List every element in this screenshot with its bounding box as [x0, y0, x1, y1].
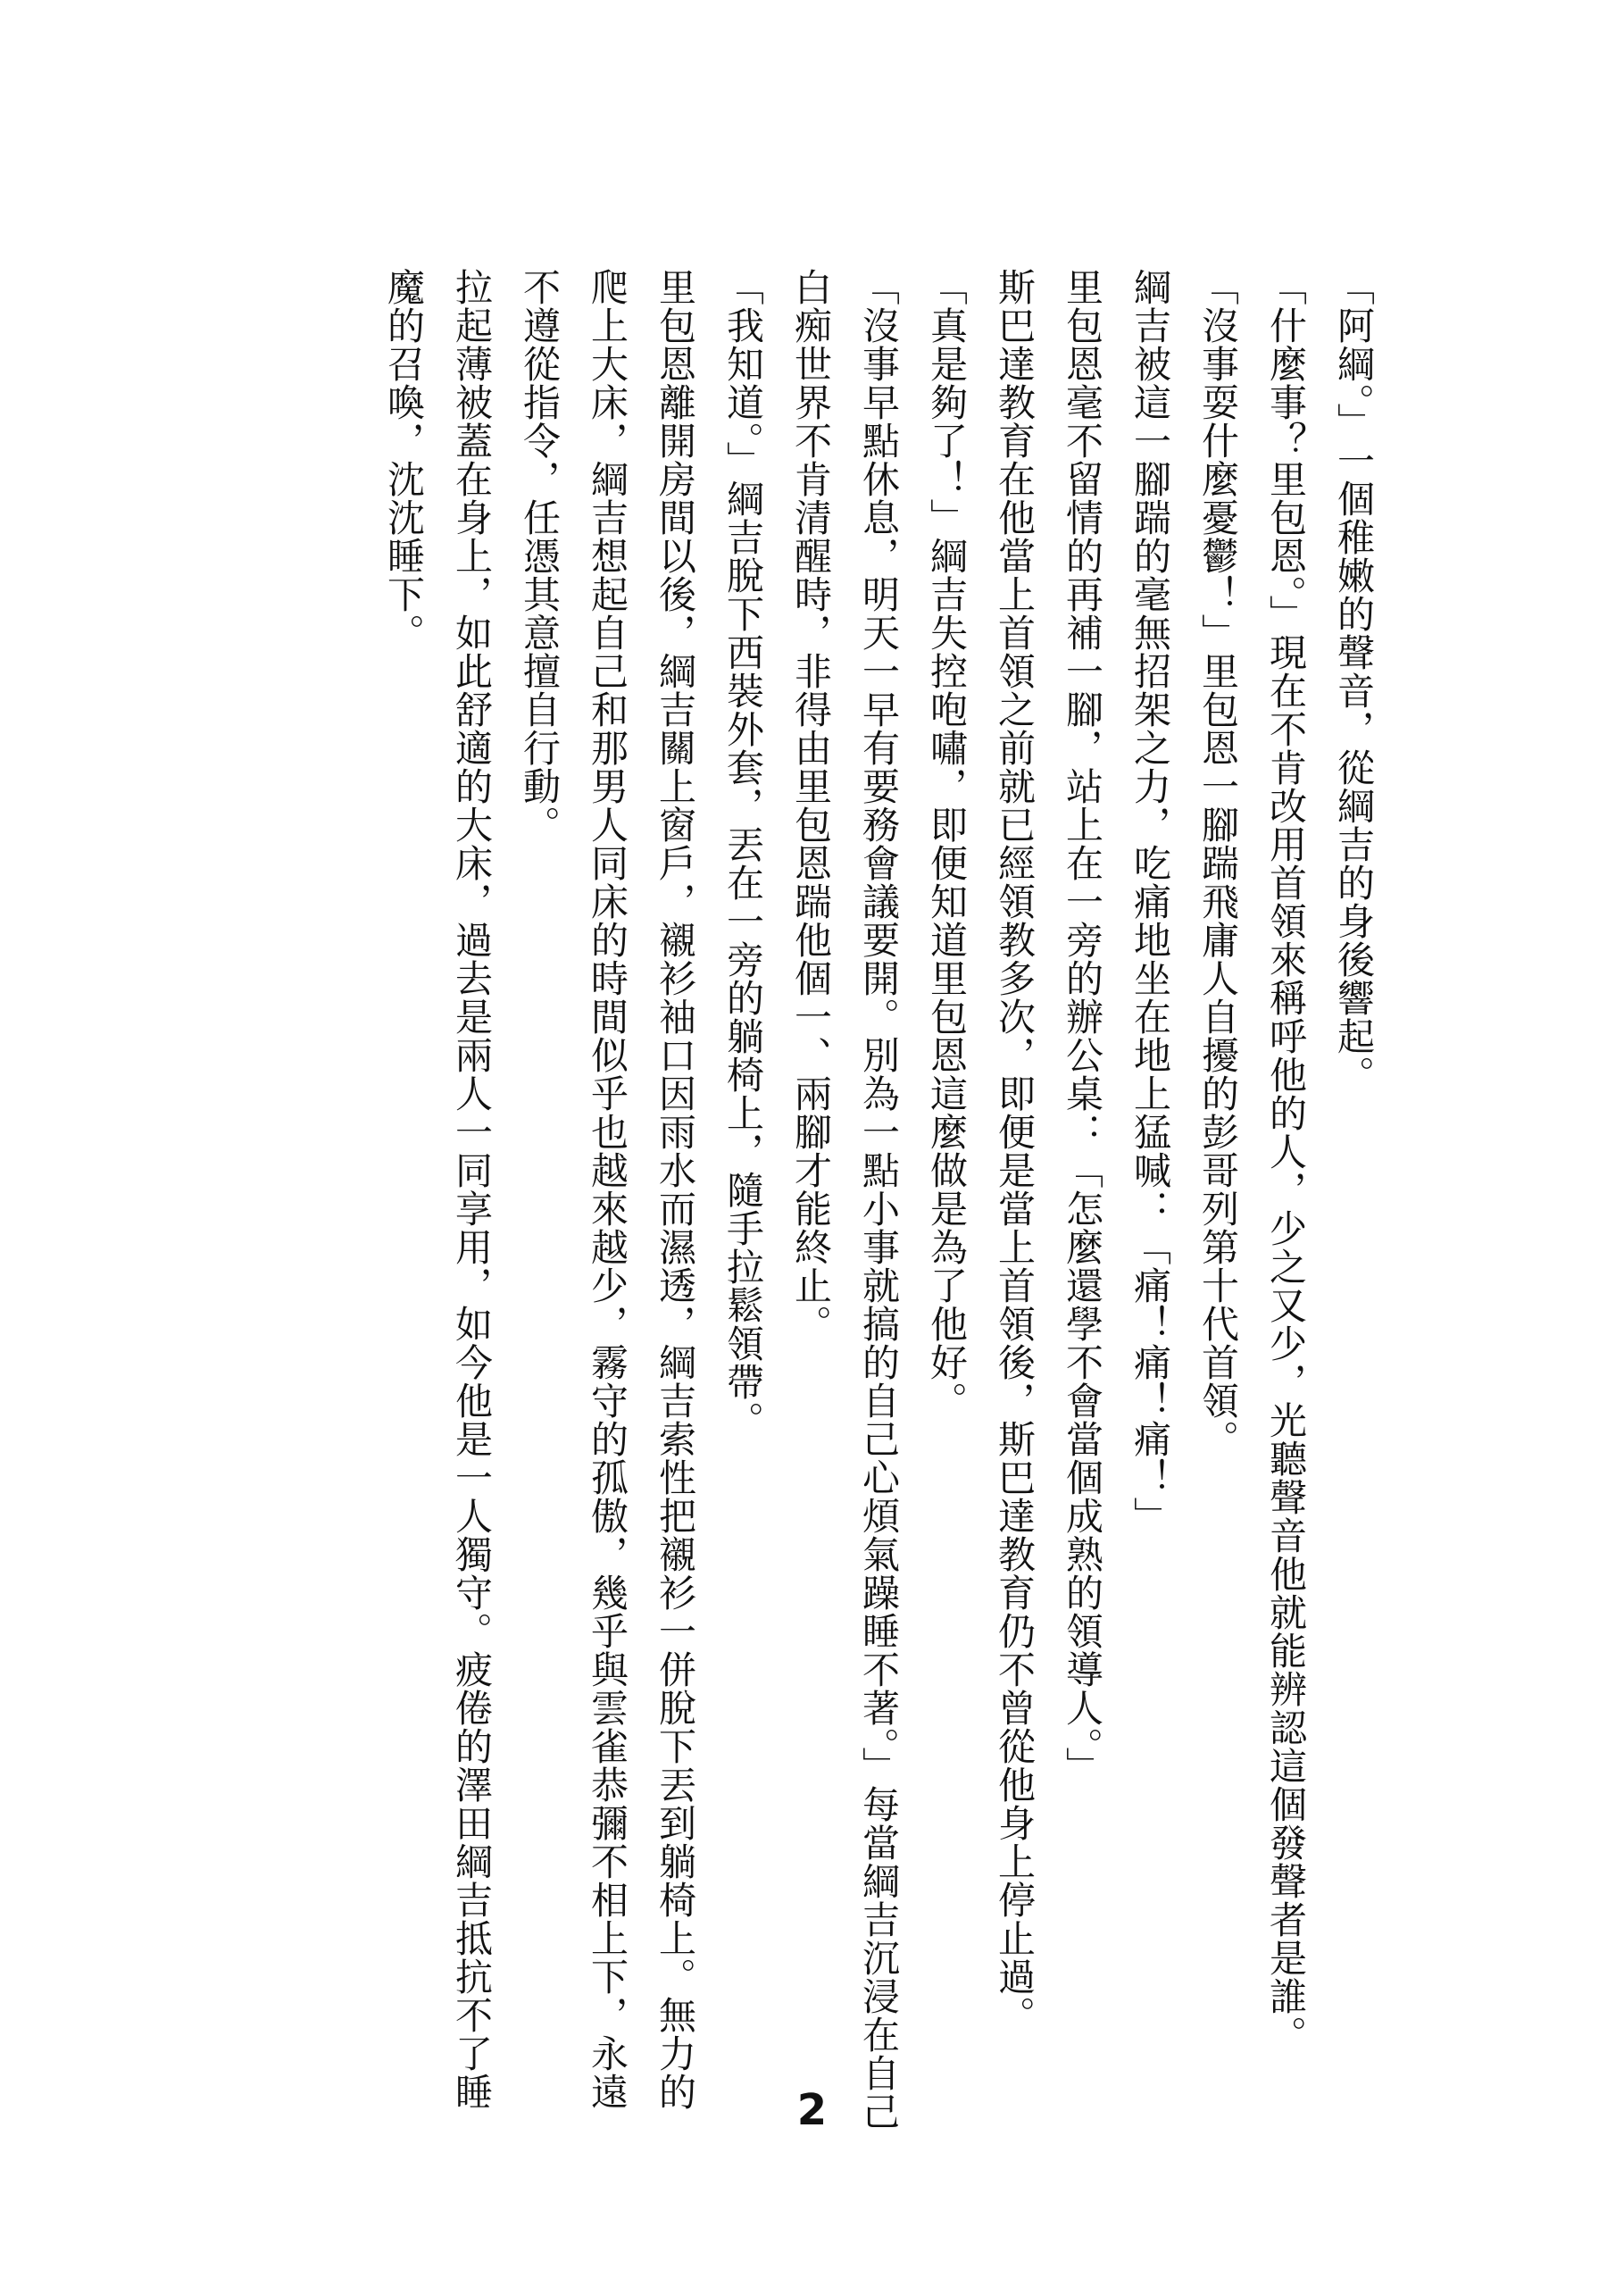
paragraph-3: 「沒事耍什麼憂鬱！」里包恩一腳踹飛庸人自擾的彭哥列第十代首領。 — [1196, 268, 1240, 1458]
paragraph-2: 「什麼事？里包恩。」現在不肯改用首領來稱呼他的人，少之又少，光聽聲音他就能辨認這個發聲者是誰。 — [1264, 268, 1308, 2054]
paragraph-1: 「阿綱。」一個稚嫩的聲音，從綱吉的身後響起。 — [1332, 268, 1376, 1094]
paragraph-5: 里包恩毫不留情的再補一腳，站上在一旁的辦公桌：「怎麼還學不會當個成熟的領導人。」 — [1061, 268, 1104, 1785]
paragraph-10: 里包恩離開房間以後，綱吉關上窗戶，襯衫袖口因雨水而濕透，綱吉索性把襯衫一併脫下丟到躺椅上。無力的爬上大床，綱吉想起自己和那男人同床的時間似乎也越來越少，霧守的孤傲，幾乎與雲雀恭彌不相上下，永遠不遵從指令，任憑其意擅自行動。 — [518, 268, 697, 2111]
paragraph-6: 斯巴達教育在他當上首領之前就已經領教多次，即便是當上首領後，斯巴達教育仍不曾從他身上停止過。 — [993, 268, 1037, 2034]
paragraph-7: 「真是夠了！」綱吉失控咆嘯，即便知道里包恩這麼做是為了他好。 — [925, 268, 969, 1420]
paragraph-9: 「我知道。」綱吉脫下西裝外套，丟在一旁的躺椅上，隨手拉鬆領帶。 — [721, 268, 765, 1439]
paragraph-11: 拉起薄被蓋在身上，如此舒適的大床，過去是兩人一同享用，如今他是一人獨守。疲倦的澤田綱吉抵抗不了睡魔的召喚，沈沈睡下。 — [382, 268, 494, 2111]
paragraph-4: 綱吉被這一腳踹的毫無招架之力，吃痛地坐在地上猛喊：「痛！痛！痛！」 — [1128, 268, 1172, 1535]
paragraph-8: 「沒事早點休息，明天一早有要務會議要開。別為一點小事就搞的自己心煩氣躁睡不著。」每當綱吉沉浸在自己白痴世界不肯清醒時，非得由里包恩踹他個一、兩腳才能終止。 — [789, 268, 901, 2131]
body-text — [218, 268, 1387, 2143]
page-number: 2 — [796, 2085, 828, 2135]
